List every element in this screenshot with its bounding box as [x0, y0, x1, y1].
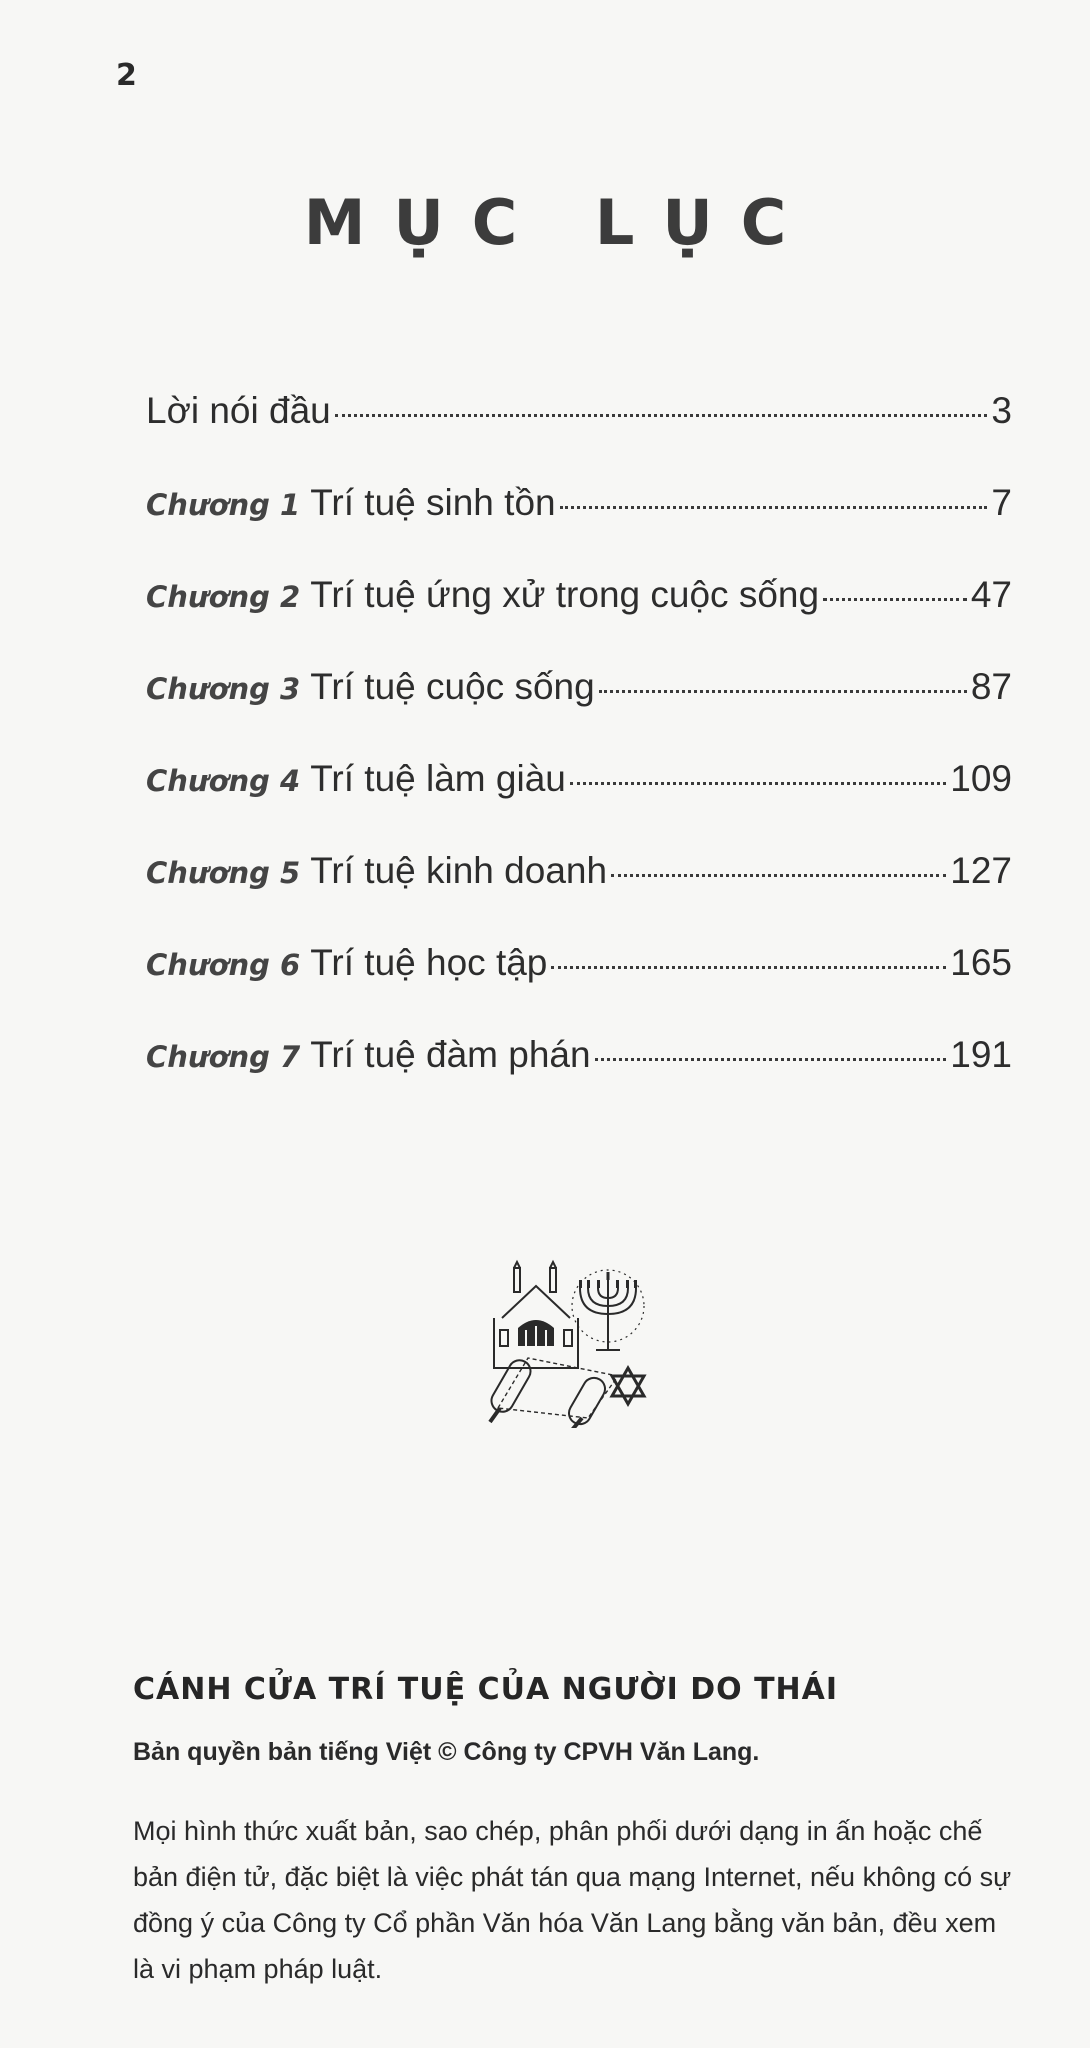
toc-chapter-label: Chương 2: [146, 580, 301, 614]
toc-page-number: 127: [950, 850, 1012, 891]
toc-entry[interactable]: [146, 942, 1012, 1034]
dot-leader: [823, 598, 967, 601]
dot-leader: [335, 414, 988, 417]
toc-entry-title: Trí tuệ cuộc sống: [310, 666, 595, 707]
dot-leader: [570, 782, 946, 785]
toc-entry-title: Trí tuệ học tập: [310, 942, 548, 983]
toc-page-number: 191: [950, 1034, 1012, 1075]
toc-page-number: 7: [991, 482, 1012, 523]
toc-entry-title: Trí tuệ đàm phán: [310, 1034, 591, 1075]
toc-chapter-label: Chương 3: [146, 672, 301, 706]
toc-entry-title: Trí tuệ làm giàu: [310, 758, 566, 799]
toc-chapter-label: Chương 5: [146, 856, 301, 890]
toc-entry[interactable]: [146, 758, 1012, 850]
toc-chapter-label: Chương 7: [146, 1040, 301, 1074]
copyright-notice: Mọi hình thức xuất bản, sao chép, phân phối dưới dạng in ấn hoặc chế bản điện tử, đặc biệt là việc phát tán qua mạng Internet, nếu không có sự đồng ý của Công ty Cổ phần Văn hóa Văn Lang bằng văn bản, đều xem là vi phạm pháp luật.: [133, 1816, 1012, 1984]
toc-entry-title: Trí tuệ ứng xử trong cuộc sống: [310, 574, 820, 615]
toc-entry-title: Trí tuệ kinh doanh: [310, 850, 608, 891]
copyright-line: Bản quyền bản tiếng Việt © Công ty CPVH Văn Lang.: [133, 1738, 760, 1766]
toc-page-number: 87: [970, 666, 1012, 707]
toc-entry-title: Trí tuệ sinh tồn: [310, 482, 556, 523]
toc-entry-title: Lời nói đầu: [146, 390, 331, 431]
toc-page-number: 165: [950, 942, 1012, 983]
toc-entry[interactable]: [146, 482, 1012, 574]
toc-page-number: 47: [970, 574, 1012, 615]
toc-chapter-label: Chương 1: [146, 488, 301, 522]
toc-entry[interactable]: [146, 666, 1012, 758]
dot-leader: [611, 874, 946, 877]
toc-chapter-label: Chương 4: [146, 764, 301, 798]
book-title: CÁNH CỬA TRÍ TUỆ CỦA NGƯỜI DO THÁI: [133, 1672, 839, 1707]
toc-entry[interactable]: [146, 1034, 1012, 1126]
dot-leader: [551, 966, 946, 969]
dot-leader: [595, 1058, 947, 1061]
dot-leader: [560, 506, 988, 509]
synagogue-menorah-torah-star-icon: [488, 1258, 658, 1428]
toc-page-number: 109: [950, 758, 1012, 799]
dot-leader: [599, 690, 967, 693]
page-number: 2: [116, 58, 137, 93]
table-of-contents: [146, 390, 1012, 1126]
toc-title: MỤC LỤC: [303, 186, 815, 259]
toc-entry[interactable]: [146, 850, 1012, 942]
toc-entry[interactable]: [146, 574, 1012, 666]
toc-page-number: 3: [991, 390, 1012, 431]
toc-entry[interactable]: [146, 390, 1012, 482]
toc-chapter-label: Chương 6: [146, 948, 301, 982]
